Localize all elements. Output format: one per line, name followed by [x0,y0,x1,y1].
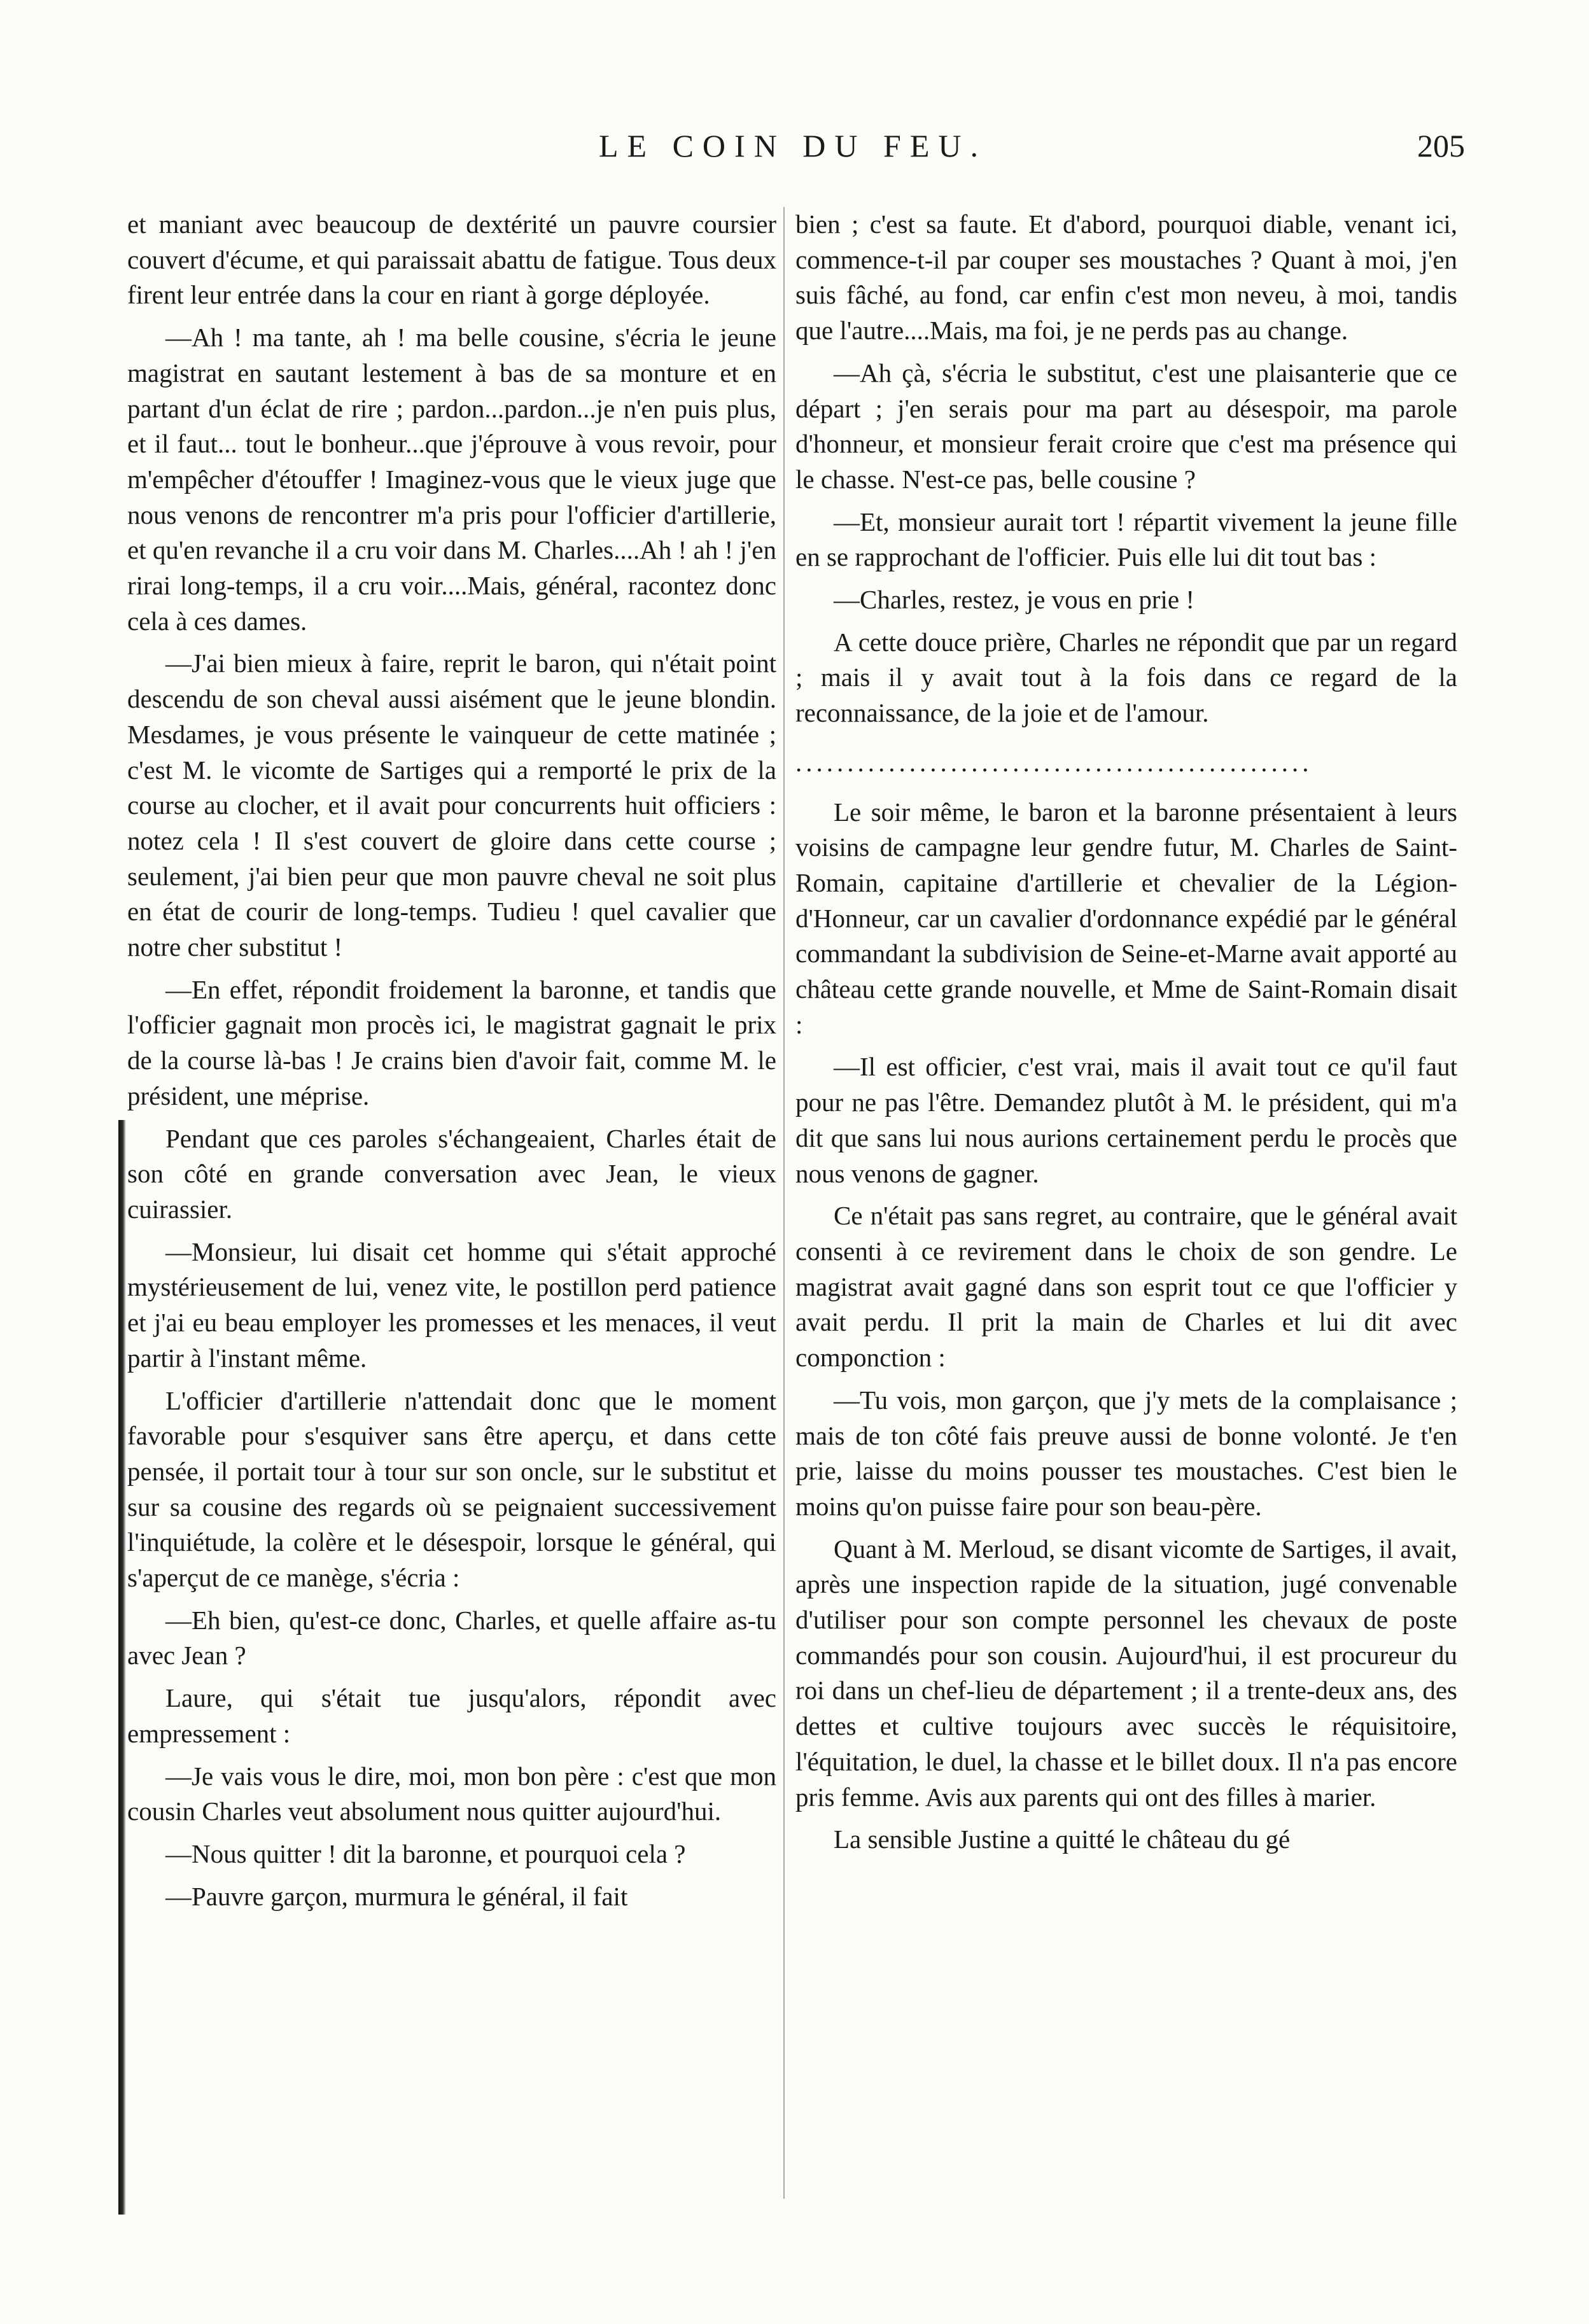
paragraph: —Nous quitter ! dit la baronne, et pourquoi cela ? [165,1838,686,1868]
binding-shadow [118,1120,126,2215]
paragraph: A cette douce prière, Charles ne répondit que par un regard ; mais il y avait tout à la fois dans ce regard de la reconnaissance, de la joie et de l'amour. [795,627,1457,728]
paragraph: —Il est officier, c'est vrai, mais il avait tout ce qu'il faut pour ne pas l'être. Demandez plutôt à M. le président, qui m'a dit que sans lui nous aurions certainement perdu le procès que nous venons de gagner. [795,1052,1457,1188]
paragraph: et maniant avec beaucoup de dextérité un pauvre coursier couvert d'écume, et qui paraissait abattu de fatigue. Tous deux firent leur entrée dans la cour en riant à gorge déployée. [127,209,776,310]
paragraph: —Ah çà, s'écria le substitut, c'est une plaisanterie que ce départ ; j'en serais pour ma part au désespoir, ma parole d'honneur, et monsieur ferait croire que c'est ma présence qui le chasse. N'est-ce pas, belle cousine ? [795,358,1457,494]
paragraph: —Charles, restez, je vous en prie ! [834,585,1194,615]
paragraph: La sensible Justine a quitté le château du gé [834,1824,1291,1854]
paragraph: —J'ai bien mieux à faire, reprit le baron, qui n'était point descendu de son cheval aussi aisément que le jeune blondin. Mesdames, je vous présente le vainqueur de cette matinée ; c'est M. le vicomte de Sartiges qui a remporté le prix de la course au clocher, et il avait pour concurrents huit officiers : notez cela ! Il s'est couvert de gloire dans cette course ; seulement, j'ai bien peur que mon pauvre cheval ne soit plus en état de courir de long-temps. Tudieu ! quel cavalier que notre cher substitut ! [127,648,776,962]
page-number: 205 [1417,128,1465,164]
paragraph: —Monsieur, lui disait cet homme qui s'était approché mystérieusement de lui, venez vite, le postillon perd patience et j'ai eu beau employer les promesses et les menaces, il veut partir à l'instant même. [127,1236,776,1373]
paragraph: Le soir même, le baron et la baronne présentaient à leurs voisins de campagne leur gendre futur, M. Charles de Saint-Romain, capitaine d'artillerie et chevalier de la Légion-d'Honneur, car un cavalier d'ordonnance expédié par le général commandant la subdivision de Seine-et-Marne avait apporté au château cette grande nouvelle, et Mme de Saint-Romain disait : [795,797,1457,1039]
paragraph: Quant à M. Merloud, se disant vicomte de Sartiges, il avait, après une inspection rapide de la situation, jugé convenable d'utiliser pour son compte personnel les chevaux de poste commandés pour son cousin. Aujourd'hui, il est procureur du roi dans un chef-lieu de département ; il a trente-deux ans, des dettes et cultive toujours avec succès le réquisitoire, l'équitation, le duel, la chasse et le billet doux. Il n'a pas encore pris femme. Avis aux parents qui ont des filles à marier. [795,1534,1457,1812]
paragraph: —Pauvre garçon, murmura le général, il fait [165,1881,628,1911]
paragraph: bien ; c'est sa faute. Et d'abord, pourquoi diable, venant ici, commence-t-il par couper ses moustaches ? Quant à moi, j'en suis fâché, au fond, car enfin c'est mon neveu, à moi, tandis que l'autre....Mais, ma foi, je ne perds pas au change. [795,209,1457,346]
paragraph: —Et, monsieur aurait tort ! répartit vivement la jeune fille en se rapprochant de l'officier. Puis elle lui dit tout bas : [795,507,1457,572]
running-title: LE COIN DU FEU. [599,128,987,164]
left-column [127,207,776,1921]
right-column [795,207,1457,1865]
paragraph: Ce n'était pas sans regret, au contraire, que le général avait consenti à ce revirement dans le choix de son gendre. Le magistrat avait gagné dans son esprit tout ce que l'officier y avait perdu. Il prit la main de Charles et lui dit avec componction : [795,1201,1457,1373]
section-break: .................................................. [795,747,1313,777]
paragraph: Laure, qui s'était tue jusqu'alors, répondit avec empressement : [127,1683,776,1748]
column-divider [783,207,785,2199]
paragraph: —Eh bien, qu'est-ce donc, Charles, et quelle affaire as-tu avec Jean ? [127,1605,776,1670]
paragraph: —Tu vois, mon garçon, que j'y mets de la complaisance ; mais de ton côté fais preuve aussi de bonne volonté. Je t'en prie, laisse du moins pousser tes moustaches. C'est bien le moins qu'on puisse faire pour son beau-père. [795,1385,1457,1521]
paragraph: —En effet, répondit froidement la baronne, et tandis que l'officier gagnait mon procès ici, le magistrat gagnait le prix de la course là-bas ! Je crains bien d'avoir fait, comme M. le président, une méprise. [127,974,776,1110]
paragraph: —Ah ! ma tante, ah ! ma belle cousine, s'écria le jeune magistrat en sautant lestement à bas de sa monture et en partant d'un éclat de rire ; pardon...pardon...je n'en puis plus, et il faut... tout le bonheur...que j'éprouve à vous revoir, pour m'empêcher d'étouffer ! Imaginez-vous que le vieux juge que nous venons de rencontrer m'a pris pour l'officier d'artillerie, et qu'en revanche il a cru voir dans M. Charles....Ah ! ah ! j'en rirai long-temps, il a cru voir....Mais, général, racontez donc cela à ces dames. [127,323,776,636]
paragraph: Pendant que ces paroles s'échangeaient, Charles était de son côté en grande conversation avec Jean, le vieux cuirassier. [127,1123,776,1224]
paragraph: —Je vais vous le dire, moi, mon bon père : c'est que mon cousin Charles veut absolument nous quitter aujourd'hui. [127,1761,776,1826]
running-head [121,127,1465,172]
paragraph: L'officier d'artillerie n'attendait donc que le moment favorable pour s'esquiver sans être aperçu, et dans cette pensée, il portait tour à tour sur son oncle, sur le substitut et sur sa cousine des regards où se peignaient successivement l'inquiétude, la colère et le désespoir, lorsque le général, qui s'aperçut de ce manège, s'écria : [127,1385,776,1593]
